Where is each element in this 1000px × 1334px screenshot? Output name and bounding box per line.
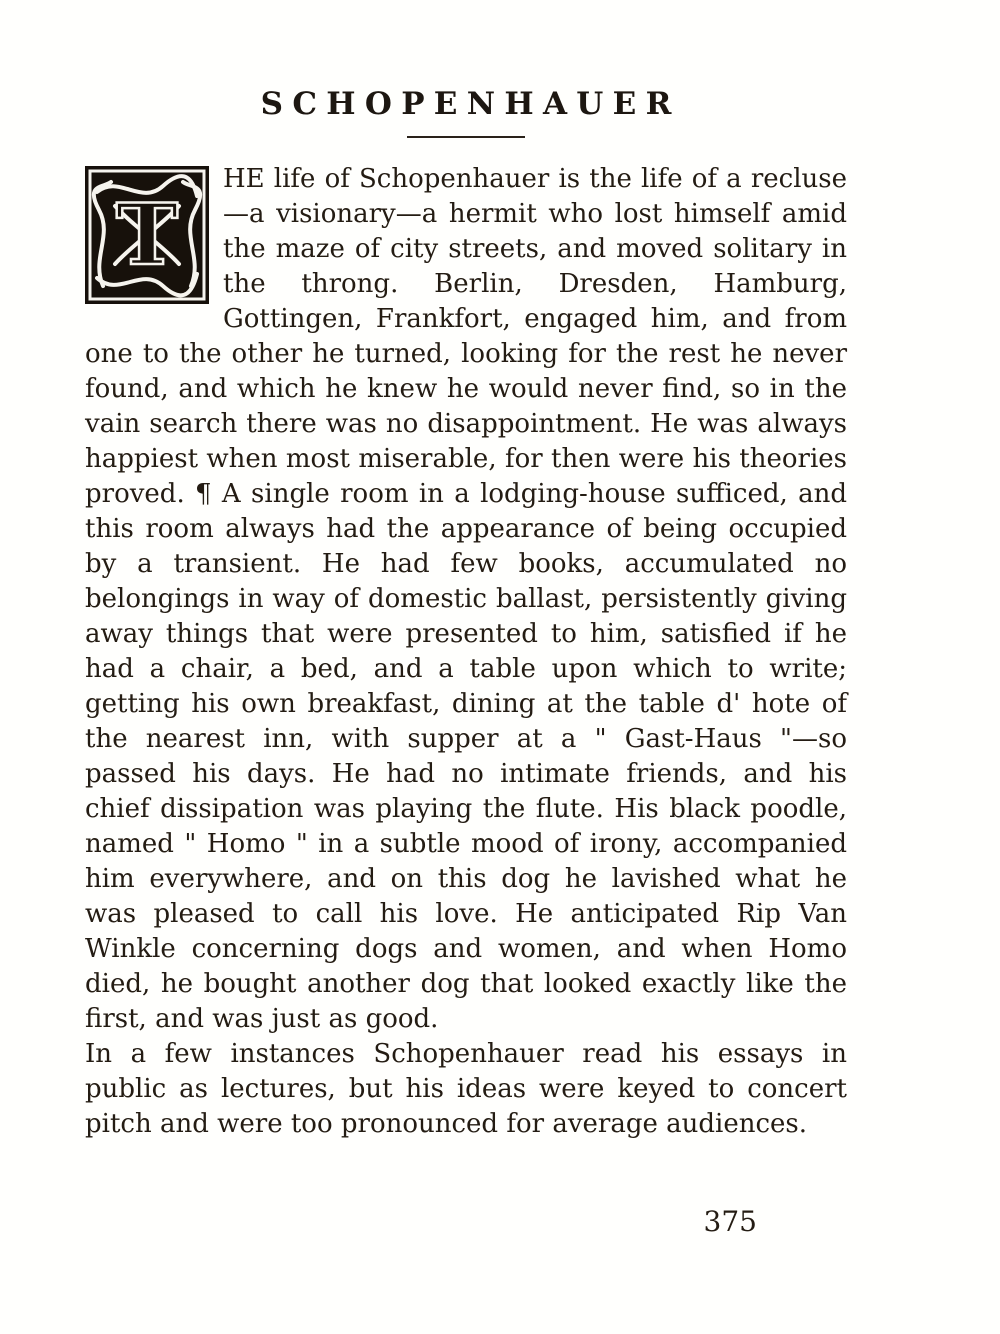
- page-number: 375: [703, 1205, 757, 1238]
- body-text: [85, 162, 847, 1142]
- paragraph-2: In a few instances Schopenhauer read his essays in public as lectures, but his ideas were keyed to concert pitch and were too pronounced for average audiences.: [85, 1039, 847, 1139]
- chapter-title: SCHOPENHAUER: [260, 86, 681, 122]
- drop-cap-ornament: [85, 166, 209, 304]
- drop-cap-letter: T: [115, 185, 179, 284]
- title-rule: [407, 136, 525, 138]
- paragraph-1: [85, 162, 847, 1037]
- drop-cap-woodcut-icon: [85, 166, 209, 304]
- paragraph-1-text: HE life of Schopenhauer is the life of a recluse—a visionary—a hermit who lost himself amid the maze of city streets, and moved solitary in the throng. Berlin, Dresden, Hamburg, Gottingen, Frankfort, engaged him, and from one to the other he turned, looking for the rest he never found, and which he knew he would never find, so in the vain search there was no disappointment. He was always happiest when most miserable, for then were his theories proved. ¶ A single room in a lodging-house sufficed, and this room always had the appearance of being occupied by a transient. He had few books, accumulated no belongings in way of domestic ballast, persistently giving away things that were presented to him, satisfied if he had a chair, a bed, and a table upon which to write; getting his own breakfast, dining at the table d' hote of the nearest inn, with supper at a " Gast-Haus "—so passed his days. He had no intimate friends, and his chief dissipation was playing the flute. His black poodle, named " Homo " in a subtle mood of irony, accompanied him everywhere, and on this dog he lavished what he was pleased to call his love. He anticipated Rip Van Winkle concerning dogs and women, and when Homo died, he bought another dog that looked exactly like the first, and was just as good.: [85, 164, 847, 1034]
